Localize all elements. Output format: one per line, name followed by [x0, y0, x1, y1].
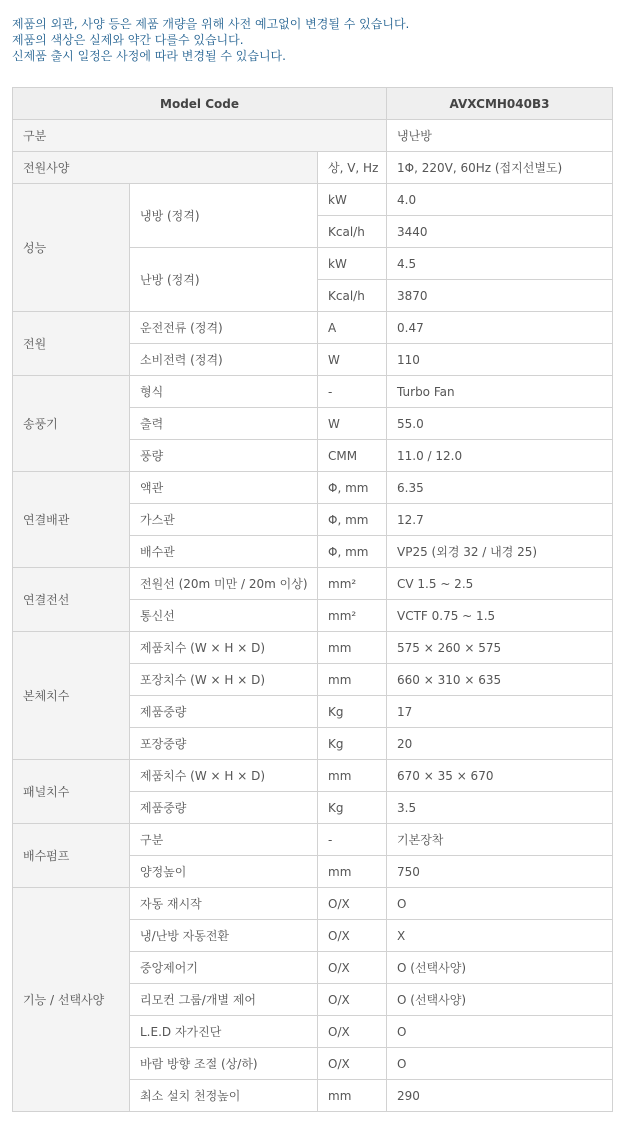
subcategory-cell: 리모컨 그룹/개별 제어 — [130, 984, 318, 1016]
unit-cell: mm — [318, 632, 387, 664]
unit-cell: O/X — [318, 1048, 387, 1080]
subcategory-cell: 제품치수 (W × H × D) — [130, 632, 318, 664]
value-cell: 110 — [387, 344, 613, 376]
value-cell: 20 — [387, 728, 613, 760]
subcategory-cell: 냉방 (정격) — [130, 184, 318, 248]
unit-cell: 상, V, Hz — [318, 152, 387, 184]
subcategory-cell: 양정높이 — [130, 856, 318, 888]
subcategory-cell: 소비전력 (정격) — [130, 344, 318, 376]
spec-table — [12, 87, 613, 1112]
unit-cell: O/X — [318, 920, 387, 952]
value-cell: 11.0 / 12.0 — [387, 440, 613, 472]
unit-cell: W — [318, 408, 387, 440]
model-code-label: Model Code — [13, 88, 387, 120]
unit-cell: O/X — [318, 888, 387, 920]
value-cell: O — [387, 888, 613, 920]
type-value: 냉난방 — [387, 120, 613, 152]
type-label: 구분 — [13, 120, 387, 152]
value-cell: O — [387, 1048, 613, 1080]
notice-text — [12, 16, 409, 64]
value-cell: CV 1.5 ~ 2.5 — [387, 568, 613, 600]
subcategory-cell: 배수관 — [130, 536, 318, 568]
unit-cell: Kcal/h — [318, 216, 387, 248]
value-cell: 750 — [387, 856, 613, 888]
value-cell: 3440 — [387, 216, 613, 248]
subcategory-cell: 출력 — [130, 408, 318, 440]
value-cell: 기본장착 — [387, 824, 613, 856]
table-row — [13, 568, 613, 600]
value-cell: 670 × 35 × 670 — [387, 760, 613, 792]
subcategory-cell: 자동 재시작 — [130, 888, 318, 920]
table-row — [13, 184, 613, 216]
unit-cell: mm² — [318, 600, 387, 632]
subcategory-cell: 난방 (정격) — [130, 248, 318, 312]
unit-cell: mm — [318, 760, 387, 792]
table-row — [13, 120, 613, 152]
value-cell: 3870 — [387, 280, 613, 312]
category-cell: 패널치수 — [13, 760, 130, 824]
unit-cell: mm² — [318, 568, 387, 600]
subcategory-cell: 중앙제어기 — [130, 952, 318, 984]
subcategory-cell: 바람 방향 조절 (상/하) — [130, 1048, 318, 1080]
unit-cell: O/X — [318, 1016, 387, 1048]
table-row — [13, 376, 613, 408]
unit-cell: kW — [318, 248, 387, 280]
subcategory-cell: 제품치수 (W × H × D) — [130, 760, 318, 792]
category-cell: 성능 — [13, 184, 130, 312]
value-cell: X — [387, 920, 613, 952]
notice-line: 신제품 출시 일정은 사정에 따라 변경될 수 있습니다. — [12, 49, 286, 63]
value-cell: 290 — [387, 1080, 613, 1112]
unit-cell: Φ, mm — [318, 536, 387, 568]
unit-cell: Kcal/h — [318, 280, 387, 312]
subcategory-cell: 구분 — [130, 824, 318, 856]
unit-cell: mm — [318, 1080, 387, 1112]
value-cell: O — [387, 1016, 613, 1048]
table-row — [13, 632, 613, 664]
value-cell: 12.7 — [387, 504, 613, 536]
value-cell: 0.47 — [387, 312, 613, 344]
value-cell: O (선택사양) — [387, 984, 613, 1016]
category-cell: 배수펌프 — [13, 824, 130, 888]
subcategory-cell: 최소 설치 천정높이 — [130, 1080, 318, 1112]
subcategory-cell: 가스관 — [130, 504, 318, 536]
subcategory-cell: 포장중량 — [130, 728, 318, 760]
model-code-value: AVXCMH040B3 — [387, 88, 613, 120]
subcategory-cell: 운전전류 (정격) — [130, 312, 318, 344]
power-spec-label: 전원사양 — [13, 152, 318, 184]
subcategory-cell: 제품중량 — [130, 792, 318, 824]
table-row — [13, 312, 613, 344]
table-row — [13, 472, 613, 504]
value-cell: 4.5 — [387, 248, 613, 280]
table-row — [13, 824, 613, 856]
category-cell: 송풍기 — [13, 376, 130, 472]
unit-cell: mm — [318, 664, 387, 696]
category-cell: 전원 — [13, 312, 130, 376]
category-cell: 본체치수 — [13, 632, 130, 760]
notice-line: 제품의 외관, 사양 등은 제품 개량을 위해 사전 예고없이 변경될 수 있습니다. — [12, 17, 410, 31]
unit-cell: Φ, mm — [318, 504, 387, 536]
unit-cell: O/X — [318, 984, 387, 1016]
table-row — [13, 888, 613, 920]
table-header-row — [13, 88, 613, 120]
table-row — [13, 760, 613, 792]
value-cell: 6.35 — [387, 472, 613, 504]
subcategory-cell: 냉/난방 자동전환 — [130, 920, 318, 952]
value-cell: 17 — [387, 696, 613, 728]
category-cell: 연결전선 — [13, 568, 130, 632]
unit-cell: - — [318, 376, 387, 408]
subcategory-cell: 형식 — [130, 376, 318, 408]
subcategory-cell: L.E.D 자가진단 — [130, 1016, 318, 1048]
unit-cell: W — [318, 344, 387, 376]
subcategory-cell: 통신선 — [130, 600, 318, 632]
value-cell: O (선택사양) — [387, 952, 613, 984]
subcategory-cell: 포장치수 (W × H × D) — [130, 664, 318, 696]
value-cell: 3.5 — [387, 792, 613, 824]
unit-cell: kW — [318, 184, 387, 216]
category-cell: 기능 / 선택사양 — [13, 888, 130, 1112]
unit-cell: Kg — [318, 792, 387, 824]
subcategory-cell: 액관 — [130, 472, 318, 504]
unit-cell: A — [318, 312, 387, 344]
notice-line: 제품의 색상은 실제와 약간 다를수 있습니다. — [12, 33, 244, 47]
unit-cell: - — [318, 824, 387, 856]
value-cell: 575 × 260 × 575 — [387, 632, 613, 664]
subcategory-cell: 전원선 (20m 미만 / 20m 이상) — [130, 568, 318, 600]
value-cell: 4.0 — [387, 184, 613, 216]
value-cell: VCTF 0.75 ~ 1.5 — [387, 600, 613, 632]
unit-cell: O/X — [318, 952, 387, 984]
unit-cell: Φ, mm — [318, 472, 387, 504]
value-cell: 55.0 — [387, 408, 613, 440]
subcategory-cell: 풍량 — [130, 440, 318, 472]
table-row — [13, 152, 613, 184]
unit-cell: mm — [318, 856, 387, 888]
value-cell: 660 × 310 × 635 — [387, 664, 613, 696]
value-cell: Turbo Fan — [387, 376, 613, 408]
unit-cell: CMM — [318, 440, 387, 472]
category-cell: 연결배관 — [13, 472, 130, 568]
unit-cell: Kg — [318, 728, 387, 760]
unit-cell: Kg — [318, 696, 387, 728]
value-cell: VP25 (외경 32 / 내경 25) — [387, 536, 613, 568]
value-cell: 1Φ, 220V, 60Hz (접지선별도) — [387, 152, 613, 184]
subcategory-cell: 제품중량 — [130, 696, 318, 728]
